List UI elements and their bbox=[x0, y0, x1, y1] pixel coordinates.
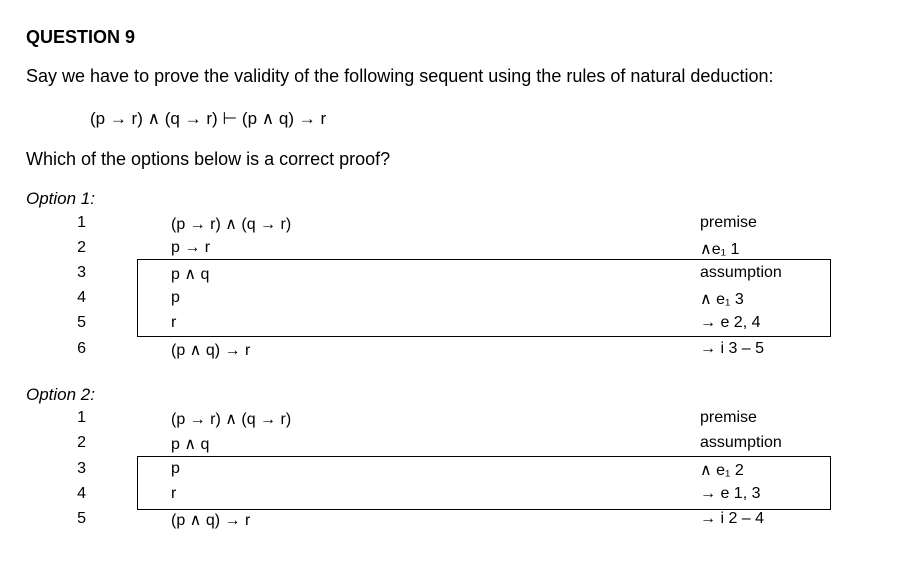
proof-formula: p → r bbox=[171, 239, 211, 256]
proof-formula: (p ∧ q) → r bbox=[171, 512, 251, 529]
question-title: QUESTION 9 bbox=[26, 27, 136, 47]
option-label: Option 1: bbox=[26, 189, 95, 208]
proof-justification: → i 2 – 4 bbox=[700, 510, 765, 527]
line-number: 2 bbox=[77, 239, 86, 256]
proof-formula: p bbox=[171, 460, 180, 477]
line-number: 3 bbox=[77, 460, 86, 477]
proof-justification: premise bbox=[700, 214, 757, 231]
line-number: 4 bbox=[77, 485, 86, 502]
proof-formula: (p ∧ q) → r bbox=[171, 342, 251, 359]
proof-formula: p bbox=[171, 289, 180, 306]
proof-justification: → i 3 – 5 bbox=[700, 340, 765, 357]
proof-justification: premise bbox=[700, 409, 757, 426]
proof-formula: (p → r) ∧ (q → r) bbox=[171, 216, 292, 233]
proof-formula: (p → r) ∧ (q → r) bbox=[171, 411, 292, 428]
line-number: 6 bbox=[77, 340, 86, 357]
proof-justification: → e 2, 4 bbox=[700, 314, 761, 331]
line-number: 5 bbox=[77, 314, 86, 331]
question-prompt: Which of the options below is a correct proof? bbox=[26, 149, 391, 169]
proof-formula: r bbox=[171, 485, 177, 502]
proof-justification: → e 1, 3 bbox=[700, 485, 761, 502]
proof-formula: r bbox=[171, 314, 177, 331]
line-number: 5 bbox=[77, 510, 86, 527]
line-number: 3 bbox=[77, 264, 86, 281]
proof-formula: p ∧ q bbox=[171, 436, 210, 453]
proof-justification: ∧e₁ 1 bbox=[700, 241, 740, 258]
option-label: Option 2: bbox=[26, 385, 95, 404]
proof-justification: ∧ e₁ 2 bbox=[700, 462, 744, 479]
proof-formula: p ∧ q bbox=[171, 266, 210, 283]
line-number: 1 bbox=[77, 214, 86, 231]
proof-justification: assumption bbox=[700, 434, 782, 451]
question-intro: Say we have to prove the validity of the following sequent using the rules of natural deduction: bbox=[26, 66, 774, 86]
proof-justification: ∧ e₁ 3 bbox=[700, 291, 744, 308]
line-number: 4 bbox=[77, 289, 86, 306]
proof-justification: assumption bbox=[700, 264, 782, 281]
line-number: 2 bbox=[77, 434, 86, 451]
sequent: (p → r) ∧ (q → r) ⊢ (p ∧ q) → r bbox=[90, 109, 327, 128]
line-number: 1 bbox=[77, 409, 86, 426]
